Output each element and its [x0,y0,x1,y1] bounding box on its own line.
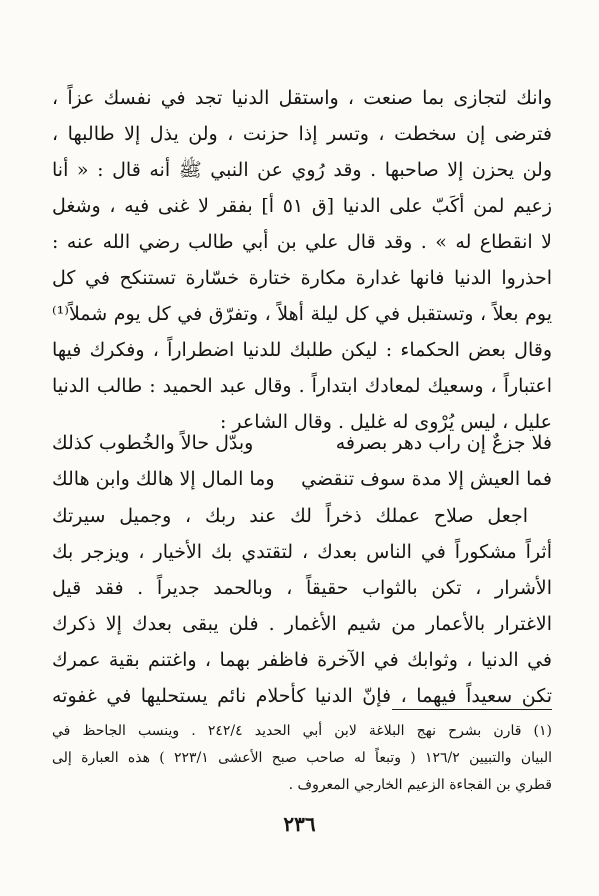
verse-second-hemistich: وبدّل حالاً والخُطوب كذلك [52,432,254,454]
text-line: زعيم لمن أكَبّ على الدنيا [ق ٥١ أ] بفقر لا غنى فيه ، وشغل [52,195,552,217]
verse-second-hemistich: وما المال إلا هالك وابن هالك [52,468,275,490]
verse-first-hemistich: فلا جزعٌ إن راب دهر بصرفه [335,432,552,454]
footnote-line: البيان والتبيين ١٢٦/٢ ( وتبعاً له صاحب صبح الأعشى ٢٢٣/١ ) هذه العبارة إلى [52,750,552,766]
text-line: اعتباراً ، وسعيك لمعادك ابتداراً . وقال عبد الحميد : طالب الدنيا [52,375,552,397]
footnote-separator [392,709,552,710]
main-paragraph [52,80,552,440]
footnote-line: (١) قارن بشرح نهج البلاغة لابن أبي الحديد ٢٤٢/٤ . وينسب الجاحظ في [52,723,552,739]
text-line: وانك لتجازى بما صنعت ، واستقل الدنيا تجد في نفسك عزاً ، [52,87,552,109]
footnote-line: قطري بن الفجاءة الزعيم الخارجي المعروف . [288,777,552,793]
poem-verses [52,425,552,497]
verse [52,425,552,461]
text-line: الأشرار ، تكن بالثواب حقيقاً ، وبالحمد جديراً . فقد قيل [52,577,552,599]
verse [52,461,552,497]
footnotes [52,718,552,799]
text-line: عليل ، ليس يُرْوى له غليل . وقال الشاعر : [219,411,552,433]
text-line: تكن سعيداً فيهما ، فإنّ الدنيا كأحلام نائم يستحليها في غفوته [52,685,552,707]
text-line: يوم بعلاً ، وتستقبل في كل ليلة أهلاً ، وتفرّق في كل يوم شملاً⁽¹⁾ [52,303,552,325]
text-line: اجعل صلاح عملك ذخراً لك عند ربك ، وجميل سيرتك [52,505,528,527]
text-line: في الدنيا ، وثوابك في الآخرة فاظفر بهما ، واغتنم بقية عمرك [52,649,552,671]
verse-first-hemistich: فما العيش إلا مدة سوف تنقضي [301,468,552,490]
text-line: احذروا الدنيا فانها غدارة مكارة ختارة خسّارة تستنكح في كل [52,267,552,289]
text-line: لا انقطاع له » . وقد قال علي بن أبي طالب رضي الله عنه : [52,231,552,253]
text-line: الاغترار بالأعمار من شيم الأغمار . فلن يبقى بعدك إلا ذكرك [52,613,552,635]
page-number: ٢٣٦ [283,812,316,836]
text-line: وقال بعض الحكماء : ليكن طلبك للدنيا اضطراراً ، وفكرك فيها [52,339,552,361]
text-line: فترضى إن سخطت ، وتسر إذا حزنت ، ولن يذل إلا طالبها ، [52,123,552,145]
text-line: ولن يحزن إلا صاحبها . وقد رُوي عن النبي ﷺ أنه قال : « أنا [52,159,552,181]
second-paragraph [52,498,552,714]
text-line: أثراً مشكوراً في الناس بعدك ، لتقتدي بك الأخيار ، ويزجر بك [52,541,552,563]
